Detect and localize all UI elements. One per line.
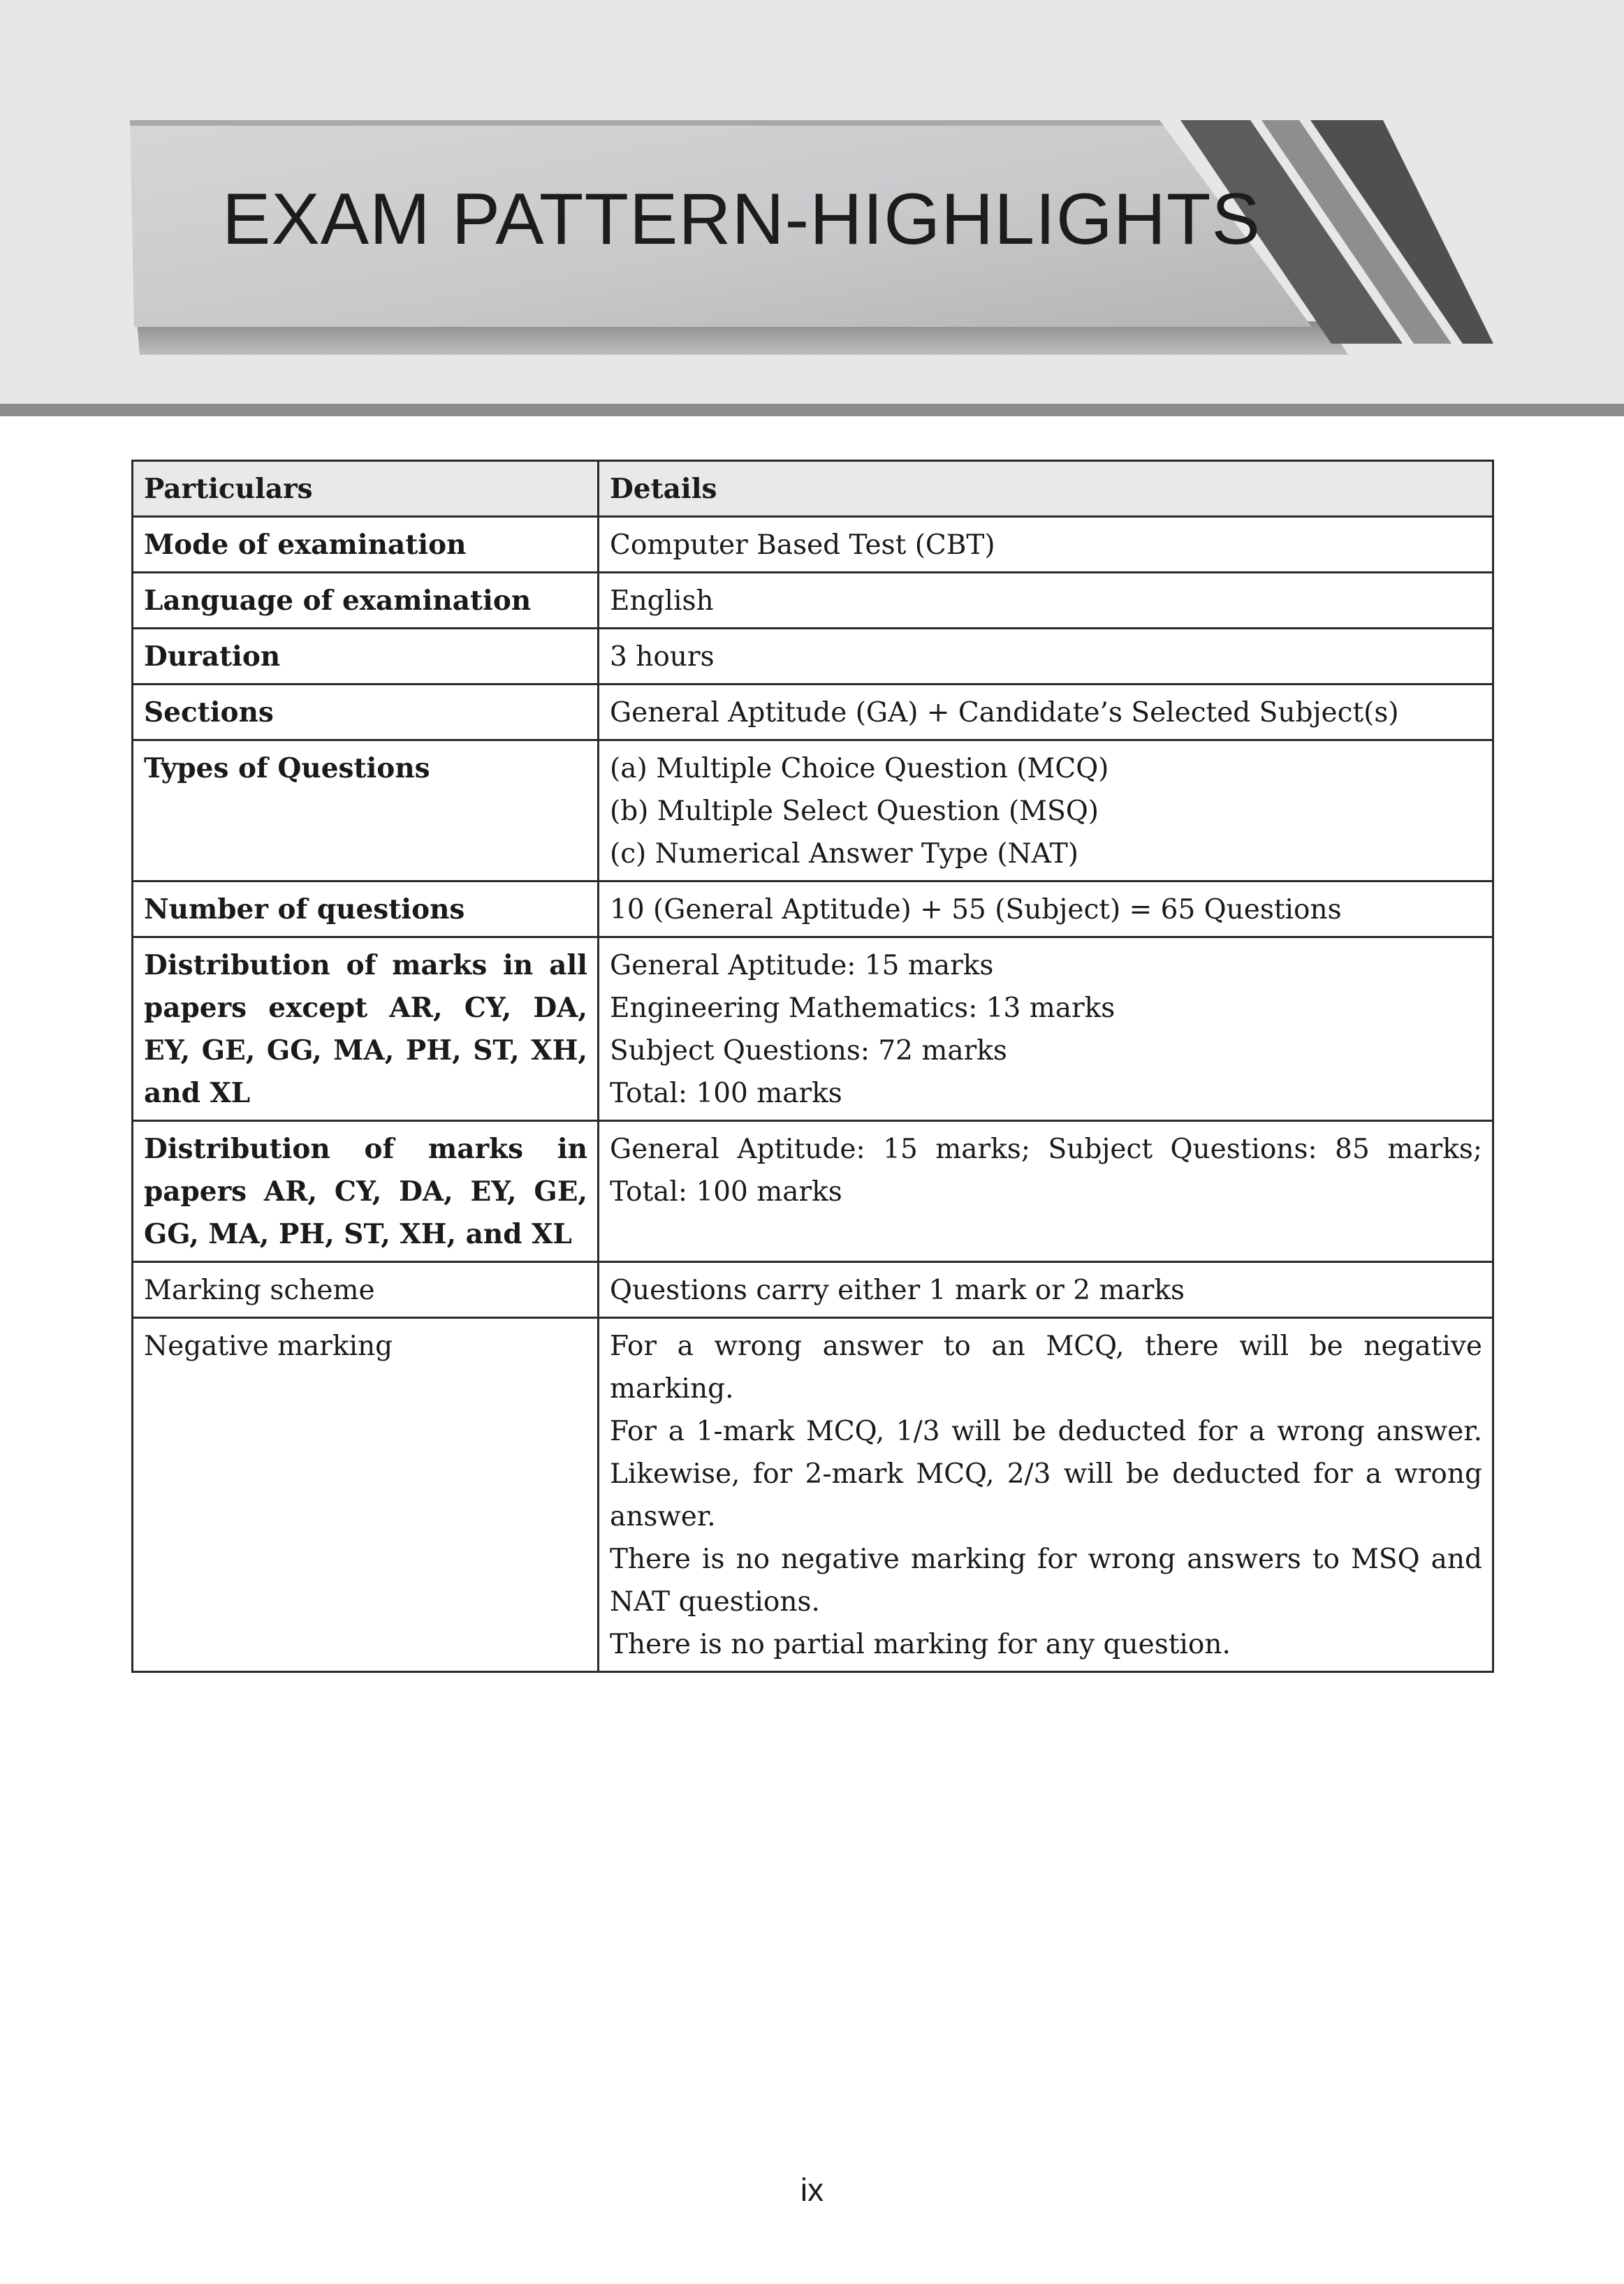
table-row [133, 740, 1493, 881]
table-row [133, 629, 1493, 685]
row-label: Marking scheme [133, 1262, 599, 1318]
row-details: Computer Based Test (CBT) [599, 517, 1493, 573]
row-details [599, 937, 1493, 1121]
row-label: Negative marking [133, 1318, 599, 1672]
table-row [133, 881, 1493, 937]
header-particulars: Particulars [133, 461, 599, 517]
row-label: Types of Questions [133, 740, 599, 881]
row-label: Distribution of marks in papers AR, CY, DA, EY, GE, GG, MA, PH, ST, XH, and XL [133, 1121, 599, 1262]
table-header-row [133, 461, 1493, 517]
detail-line: There is no partial marking for any question. [610, 1629, 1231, 1660]
banner-top-edge [130, 120, 1164, 126]
row-details [599, 740, 1493, 881]
row-details: Questions carry either 1 mark or 2 marks [599, 1262, 1493, 1318]
row-label: Distribution of marks in all papers except AR, CY, DA, EY, GE, GG, MA, PH, ST, XH, and XL [133, 937, 599, 1121]
table-row [133, 573, 1493, 629]
row-details [599, 1318, 1493, 1672]
row-details: English [599, 573, 1493, 629]
detail-line: Engineering Mathematics: 13 marks [610, 993, 1115, 1024]
table-row [133, 1262, 1493, 1318]
row-label: Number of questions [133, 881, 599, 937]
row-details: 3 hours [599, 629, 1493, 685]
page-number: ix [800, 2172, 824, 2208]
row-details: General Aptitude (GA) + Candidate’s Selected Subject(s) [599, 685, 1493, 740]
detail-line: Total: 100 marks [610, 1078, 842, 1109]
detail-line: For a wrong answer to an MCQ, there will be negative marking. [610, 1331, 1482, 1405]
table-row [133, 1318, 1493, 1672]
detail-line: There is no negative marking for wrong answers to MSQ and NAT questions. [610, 1544, 1482, 1618]
detail-line: (c) Numerical Answer Type (NAT) [610, 838, 1078, 870]
row-label: Sections [133, 685, 599, 740]
exam-pattern-table [131, 460, 1494, 1673]
row-label: Mode of examination [133, 517, 599, 573]
table-row [133, 517, 1493, 573]
detail-line: (a) Multiple Choice Question (MCQ) [610, 753, 1109, 784]
row-details: General Aptitude: 15 marks; Subject Questions: 85 marks; Total: 100 marks [599, 1121, 1493, 1262]
table-row [133, 685, 1493, 740]
row-label: Language of examination [133, 573, 599, 629]
row-details: 10 (General Aptitude) + 55 (Subject) = 65 Questions [599, 881, 1493, 937]
header-details: Details [599, 461, 1493, 517]
table-row [133, 937, 1493, 1121]
row-label: Duration [133, 629, 599, 685]
page-title: EXAM PATTERN-HIGHLIGHTS [222, 179, 1261, 260]
detail-line: General Aptitude: 15 marks [610, 950, 994, 981]
header-divider [0, 404, 1624, 416]
table-row [133, 1121, 1493, 1262]
detail-line: For a 1-mark MCQ, 1/3 will be deducted for a wrong answer. Likewise, for 2-mark MCQ, 2/3 will be deducted for a wrong answer. [610, 1416, 1482, 1532]
detail-line: Subject Questions: 72 marks [610, 1035, 1007, 1067]
detail-line: (b) Multiple Select Question (MSQ) [610, 796, 1099, 827]
